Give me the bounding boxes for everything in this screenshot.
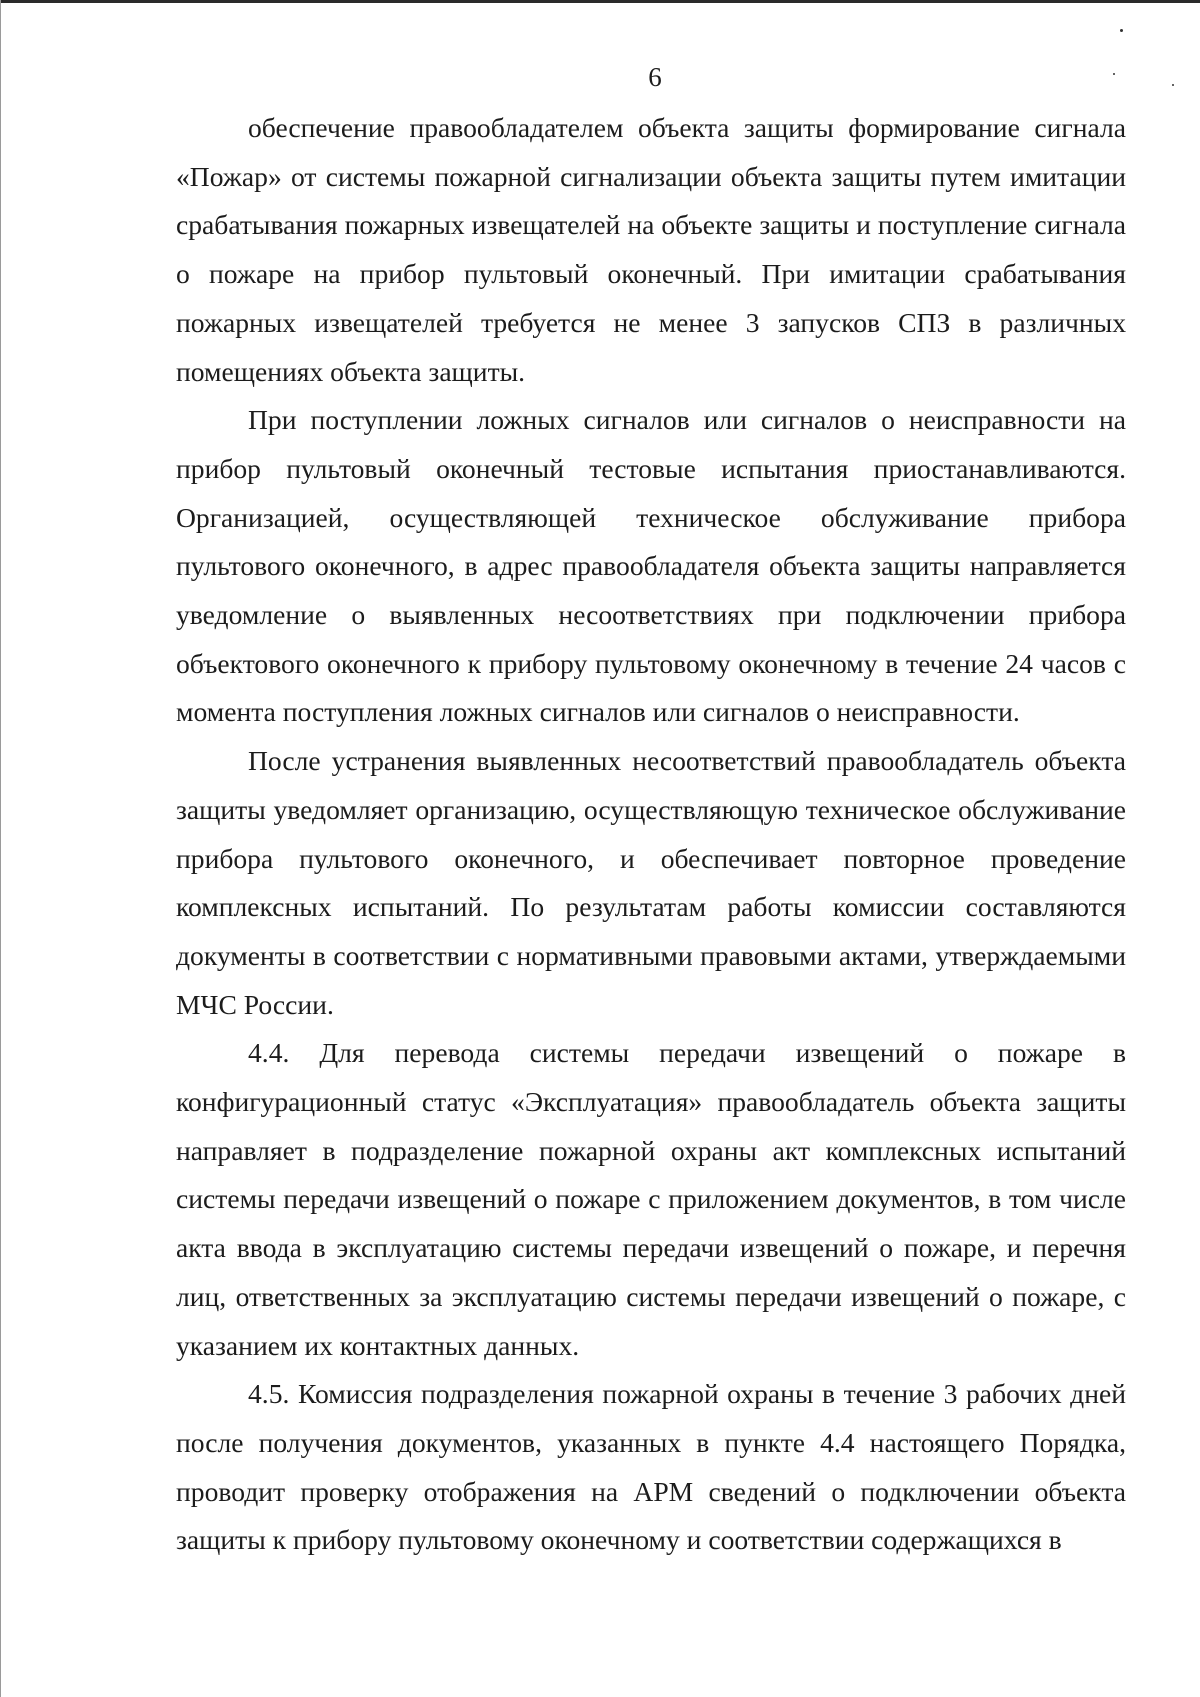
- paragraph-4-4: 4.4. Для перевода системы передачи извещений о пожаре в конфигурационный статус «Эксплуатация» правообладатель объекта защиты направляет в подразделение пожарной охраны акт комплексных испытаний системы передачи извещений о пожаре с приложением документов, в том числе акта ввода в эксплуатацию системы передачи извещений о пожаре, и перечня лиц, ответственных за эксплуатацию системы передачи извещений о пожаре, с указанием их контактных данных.: [176, 1037, 1126, 1361]
- paragraph-after-elimination: После устранения выявленных несоответствий правообладатель объекта защиты уведомляет организацию, осуществляющую техническое обслуживание прибора пультового оконечного, и обеспечивает повторное проведение комплексных испытаний. По результатам работы комиссии составляются документы в соответствии с нормативными правовыми актами, утверждаемыми МЧС России.: [176, 745, 1126, 1020]
- scan-left-edge: [0, 0, 1, 1697]
- scan-top-edge: [0, 0, 1200, 3]
- scan-speck: [1120, 29, 1123, 32]
- page-number: 6: [648, 62, 662, 92]
- paragraph-continuation: обеспечение правообладателем объекта защиты формирование сигнала «Пожар» от системы пожарной сигнализации объекта защиты путем имитации срабатывания пожарных извещателей на объекте защиты и поступление сигнала о пожаре на прибор пультовый оконечный. При имитации срабатывания пожарных извещателей требуется не менее 3 запусков СПЗ в различных помещениях объекта защиты.: [176, 112, 1126, 387]
- paragraph-4-5: 4.5. Комиссия подразделения пожарной охраны в течение 3 рабочих дней после получения документов, указанных в пункте 4.4 настоящего Порядка, проводит проверку отображения на АРМ сведений о подключении объекта защиты к прибору пультовому оконечному и соответствии содержащихся в: [176, 1378, 1126, 1556]
- paragraph-false-signals: При поступлении ложных сигналов или сигналов о неисправности на прибор пультовый оконечный тестовые испытания приостанавливаются. Организацией, осуществляющей техническое обслуживание прибора пультового оконечного, в адрес правообладателя объекта защиты направляется уведомление о выявленных несоответствиях при подключении прибора объектового оконечного к прибору пультовому оконечному в течение 24 часов с момента поступления ложных сигналов или сигналов о неисправности.: [176, 404, 1126, 728]
- document-body: [176, 104, 1126, 1565]
